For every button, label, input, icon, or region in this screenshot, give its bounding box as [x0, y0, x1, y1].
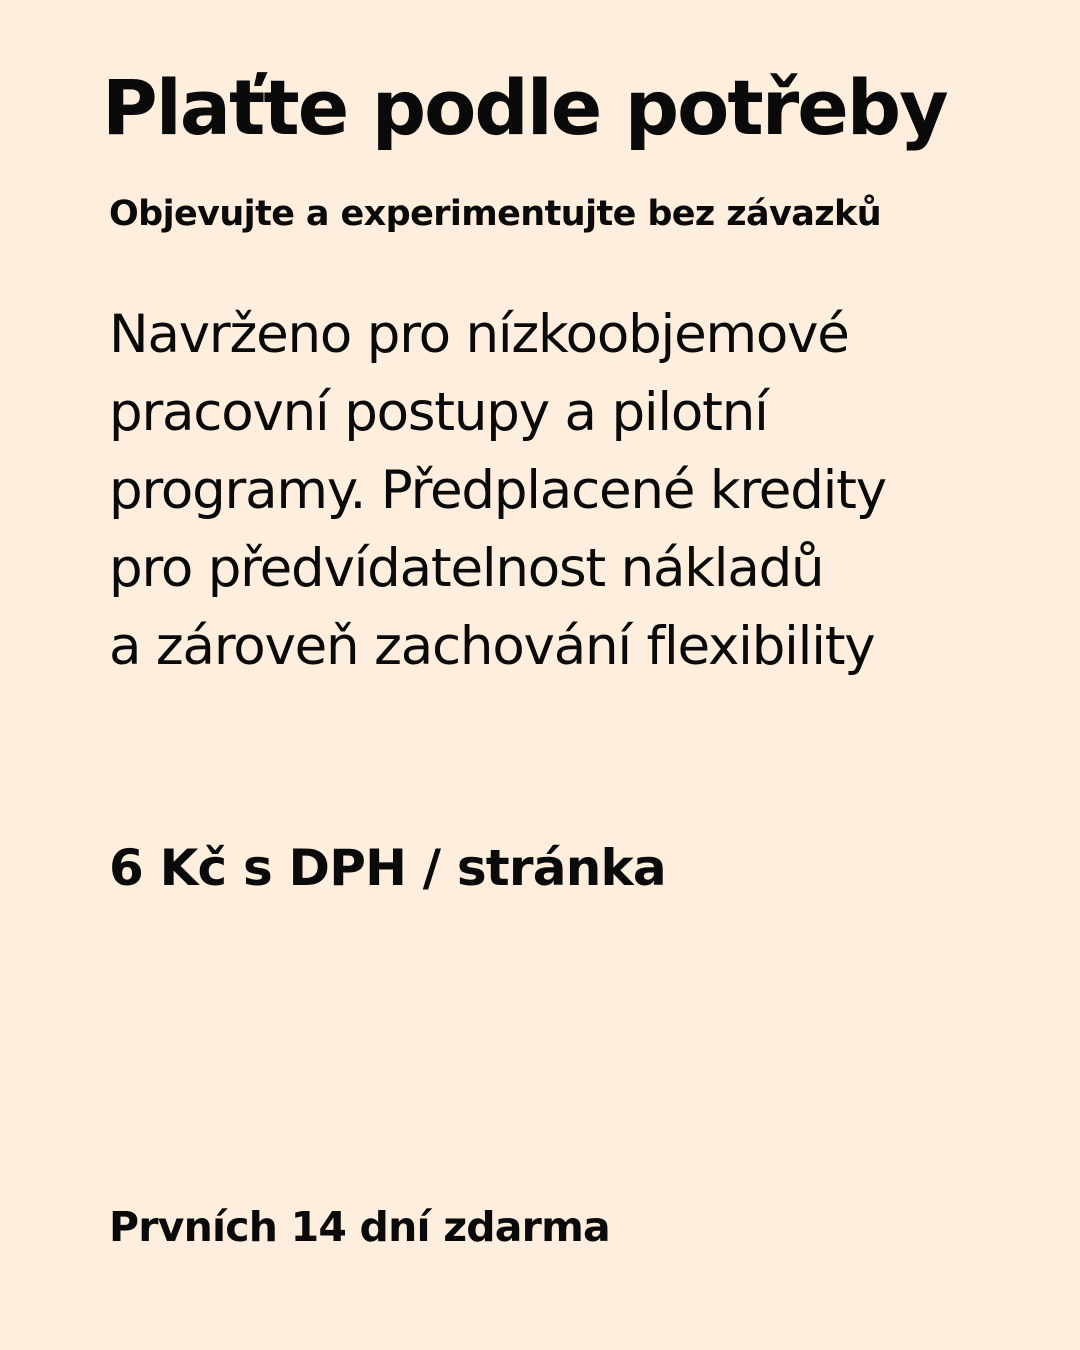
headline: Plaťte podle potřeby [102, 63, 947, 152]
price-label: 6 Kč s DPH / stránka [109, 839, 666, 897]
description-line: a zároveň zachování flexibility [109, 616, 875, 677]
subheadline: Objevujte a experimentujte bez závazků [109, 194, 882, 234]
description-line: Navrženo pro nízkoobjemové [109, 304, 849, 365]
free-trial-label: Prvních 14 dní zdarma [109, 1203, 610, 1251]
description-line: pro předvídatelnost nákladů [109, 538, 824, 599]
description [109, 296, 886, 686]
description-line: programy. Předplacené kredity [109, 460, 886, 521]
description-line: pracovní postupy a pilotní [109, 382, 768, 443]
